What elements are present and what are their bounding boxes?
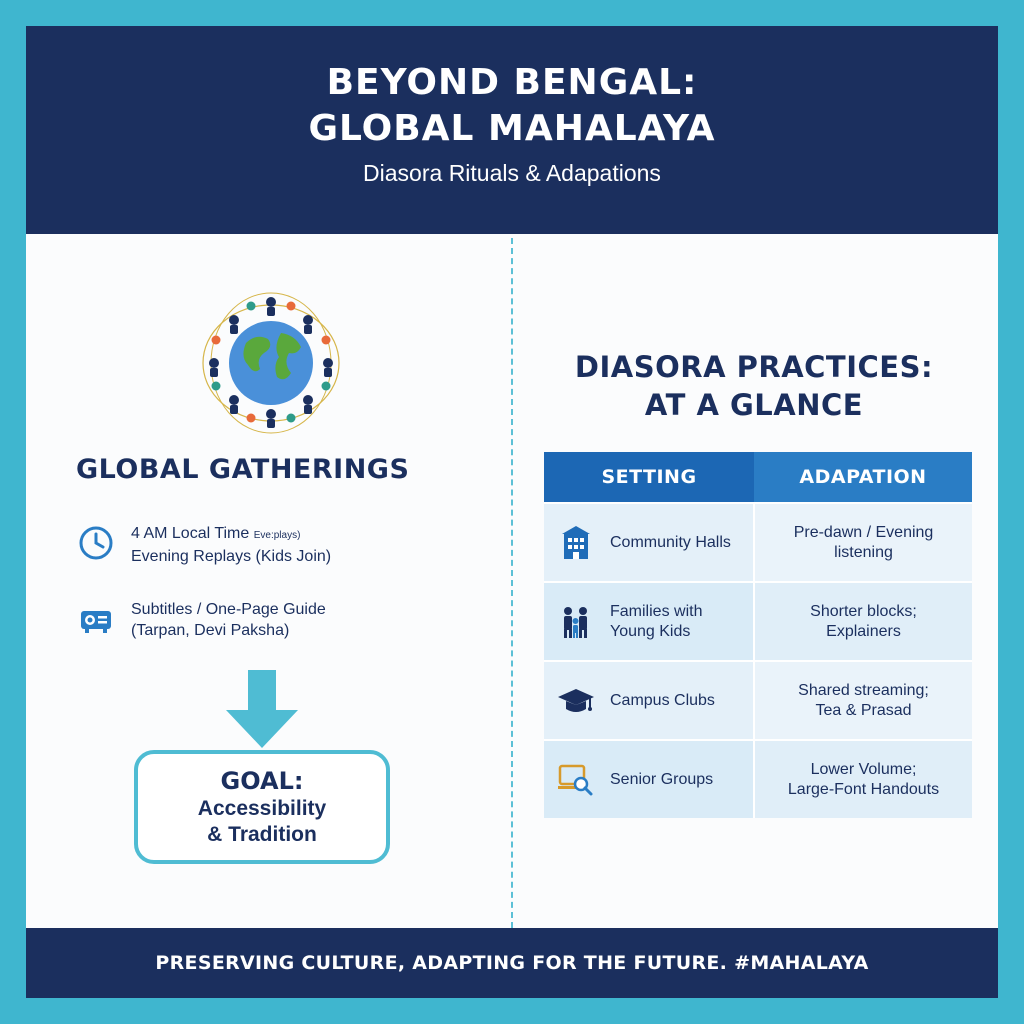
poster [26, 26, 998, 998]
table-row [544, 739, 972, 818]
adaptation-cell [755, 741, 972, 818]
timing-line-2: Evening Replays (Kids Join) [131, 548, 332, 565]
clock-icon [78, 525, 114, 561]
adaptation-cell [755, 583, 972, 660]
page-subtitle: Diasora Rituals & Adapations [363, 160, 661, 186]
goal-line-2: & Tradition [207, 823, 317, 846]
adaptation-line: Shorter blocks; [810, 602, 917, 620]
setting-text: Young Kids [610, 622, 691, 640]
timing-line-1: 4 AM Local Time [131, 525, 250, 542]
building-icon [556, 523, 596, 563]
table-header-row [544, 452, 972, 502]
table-row [544, 660, 972, 739]
arrow-down-icon [226, 670, 298, 750]
subtitles-line-2: (Tarpan, Devi Paksha) [131, 622, 290, 639]
adaptation-cell [755, 662, 972, 739]
goal-box [134, 750, 390, 864]
setting-text: Senior Groups [610, 770, 714, 788]
table-row [544, 502, 972, 581]
setting-cell [544, 583, 755, 660]
adaptation-line: Large-Font Handouts [787, 780, 940, 798]
dashed-divider [511, 238, 513, 928]
timing-note: Eve:plays) [253, 530, 301, 541]
goal-title: GOAL: [220, 767, 304, 795]
adaptation-line: Explainers [826, 622, 901, 640]
title-line-1: BEYOND BENGAL: [326, 62, 698, 103]
adaptation-cell [755, 504, 972, 581]
setting-cell [544, 662, 755, 739]
setting-text: Community Halls [610, 533, 731, 551]
family-icon [556, 602, 596, 642]
practices-heading [544, 348, 964, 424]
projector-icon [78, 601, 114, 637]
setting-cell [544, 504, 755, 581]
setting-cell [544, 741, 755, 818]
global-gatherings-heading: GLOBAL GATHERINGS [76, 454, 410, 485]
adaptation-line: Tea & Prasad [815, 701, 912, 719]
adaptation-line: listening [834, 543, 893, 561]
adaptation-line: Shared streaming; [798, 681, 929, 699]
setting-text: Campus Clubs [610, 691, 715, 709]
practices-heading-line-2: AT A GLANCE [644, 388, 864, 422]
globe-people-icon [196, 288, 346, 438]
adaptation-line: Pre-dawn / Evening [793, 523, 934, 541]
magnifier-screen-icon [556, 760, 596, 800]
adaptation-line: Lower Volume; [810, 760, 917, 778]
table-row [544, 581, 972, 660]
graduation-cap-icon [556, 681, 596, 721]
practices-heading-line-1: DIASORA PRACTICES: [574, 350, 934, 384]
practices-table [544, 452, 972, 818]
footer-banner: PRESERVING CULTURE, ADAPTING FOR THE FUTURE. #MAHALAYA [26, 928, 998, 998]
page-title [26, 60, 998, 152]
setting-text: Families with [610, 602, 703, 620]
goal-line-1: Accessibility [197, 797, 327, 820]
subtitles-line-1: Subtitles / One-Page Guide [131, 601, 326, 618]
title-line-2: GLOBAL MAHALAYA [308, 108, 716, 149]
column-header-setting: SETTING [544, 452, 754, 502]
header-banner [26, 26, 998, 234]
column-header-adaptation: ADAPATION [754, 452, 972, 502]
